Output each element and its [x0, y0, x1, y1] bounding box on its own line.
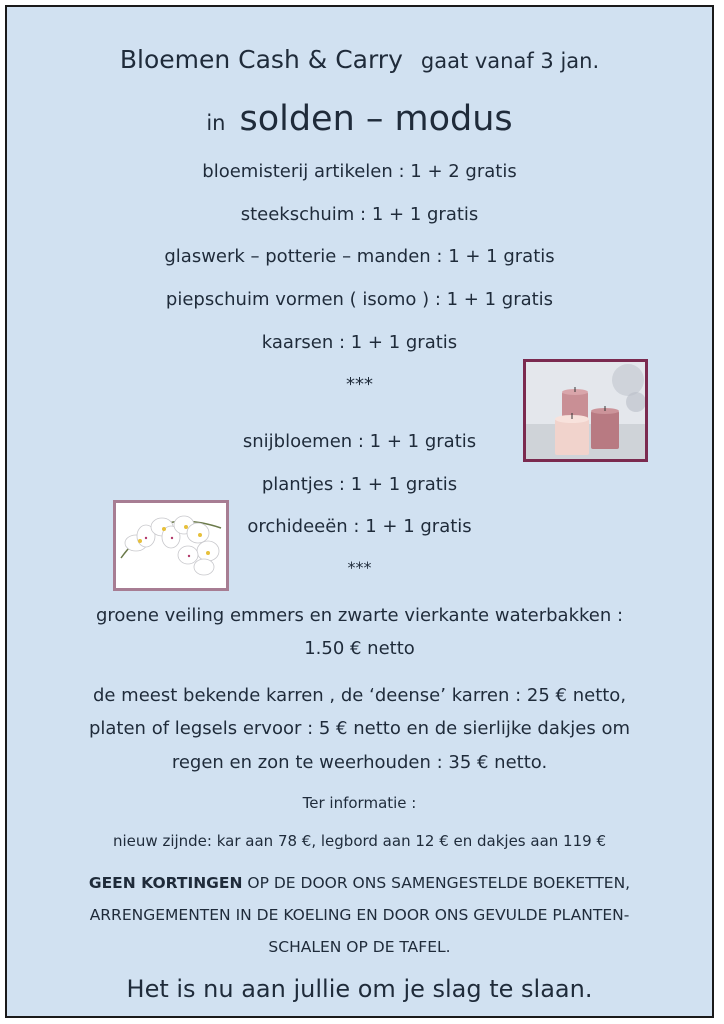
offer-item: piepschuim vormen ( isomo ) : 1 + 1 gratis: [165, 289, 554, 310]
buckets-line: groene veiling emmers en zwarte vierkante waterbakken :: [95, 605, 624, 626]
orchid-image: [116, 503, 226, 588]
carts-line: de meest bekende karren , de ‘deense’ karren : 25 € netto,: [92, 685, 627, 706]
notice-line: SCHALEN OP DE TAFEL.: [268, 938, 451, 956]
separator: ***: [347, 558, 372, 577]
title: [7, 45, 712, 74]
offer-item: steekschuim : 1 + 1 gratis: [240, 204, 479, 225]
offer-item: plantjes : 1 + 1 gratis: [261, 474, 458, 495]
sale-flyer: [5, 5, 714, 1018]
notice-line: ARRENGEMENTEN IN DE KOELING EN DOOR ONS GEVULDE PLANTEN-: [89, 906, 630, 924]
title-shop-name: Bloemen Cash & Carry: [119, 45, 403, 74]
offer-item: snijbloemen : 1 + 1 gratis: [242, 431, 477, 452]
offer-item: kaarsen : 1 + 1 gratis: [261, 332, 458, 353]
carts-line: platen of legsels ervoor : 5 € netto en de sierlijke dakjes om: [88, 718, 631, 739]
info-label: Ter informatie :: [302, 794, 417, 812]
buckets-price: 1.50 € netto: [304, 638, 415, 659]
notice-text: OP DE DOOR ONS SAMENGESTELDE BOEKETTEN,: [242, 874, 631, 892]
offer-item: orchideeën : 1 + 1 gratis: [247, 516, 472, 537]
notice-emphasis: GEEN KORTINGEN: [88, 874, 243, 892]
headline-prefix: in: [206, 111, 226, 135]
headline: [7, 99, 712, 139]
title-date: gaat vanaf 3 jan.: [420, 49, 600, 73]
closing-line: Het is nu aan jullie om je slag te slaan.: [126, 975, 593, 1003]
info-text: nieuw zijnde: kar aan 78 €, legbord aan 12 € en dakjes aan 119 €: [113, 832, 606, 850]
offer-item: bloemisterij artikelen : 1 + 2 gratis: [202, 161, 517, 182]
notice-line: [7, 867, 712, 899]
notice: [7, 867, 712, 963]
offer-item: glaswerk – potterie – manden : 1 + 1 gratis: [164, 246, 555, 267]
carts-line: regen en zon te weerhouden : 35 € netto.: [171, 752, 548, 773]
candles-image: [526, 362, 645, 459]
orchid-photo: [113, 500, 229, 591]
candles-photo: [523, 359, 648, 462]
separator: ***: [346, 374, 373, 395]
headline-main: solden – modus: [239, 99, 513, 139]
